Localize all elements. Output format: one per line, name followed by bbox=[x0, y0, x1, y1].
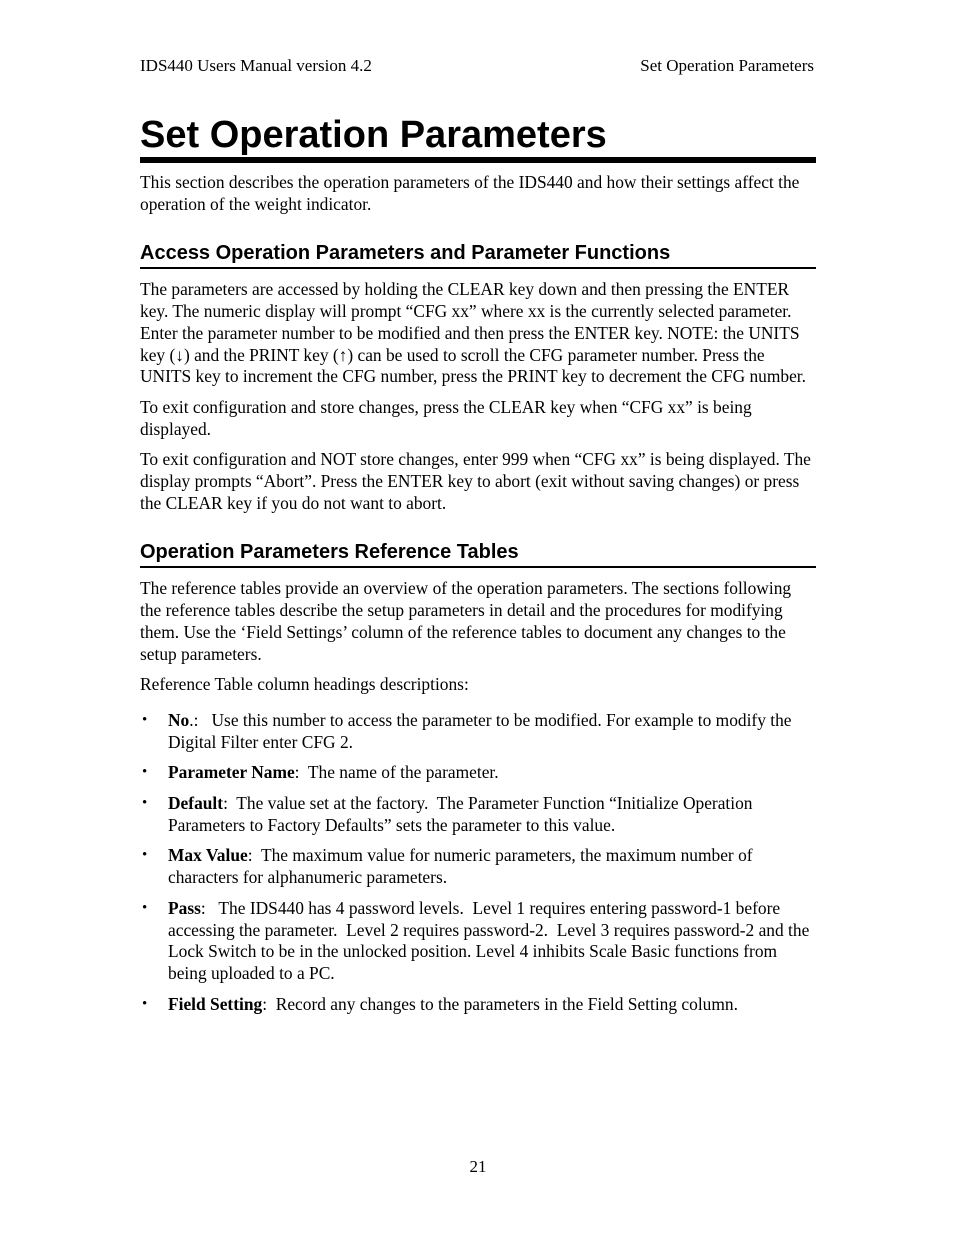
list-item-term: Max Value bbox=[168, 845, 248, 866]
header-section-title: Set Operation Parameters bbox=[640, 56, 814, 75]
bullet-icon: • bbox=[142, 899, 148, 916]
list-item-separator: : bbox=[200, 897, 206, 918]
section2-paragraph: Reference Table column headings descriptions: bbox=[140, 674, 469, 695]
list-item-text: Use this number to access the parameter to be modified. For example to modify the Digital Filter enter CFG 2. bbox=[168, 709, 796, 752]
list-item-separator: : bbox=[262, 993, 268, 1014]
list-item-separator: : bbox=[223, 793, 228, 814]
list-item-term: Default bbox=[168, 793, 224, 814]
page-title: Set Operation Parameters bbox=[140, 114, 607, 156]
list-item bbox=[140, 710, 816, 753]
section1-paragraph: The parameters are accessed by holding the CLEAR key down and then pressing the ENTER key. The numeric display will prompt “CFG xx” where xx is the currently selected parameter. Enter the parameter number to be modified and then press the ENTER key. NOTE: the UNITS key (↓) and the PRINT key (↑) can be used to scroll the CFG parameter number. Press the UNITS key to increment the CFG number, press the PRINT key to decrement the CFG number. bbox=[140, 279, 806, 387]
page-number: 21 bbox=[469, 1157, 487, 1176]
list-item-term: Parameter Name bbox=[168, 762, 295, 783]
section1-paragraph: To exit configuration and store changes, press the CLEAR key when “CFG xx” is being displayed. bbox=[140, 396, 752, 439]
section1-paragraph: To exit configuration and NOT store changes, enter 999 when “CFG xx” is being displayed. The display prompts “Abort”. Press the ENTER key to abort (exit without saving changes) or press the CLEAR key if you do not want to abort. bbox=[140, 449, 811, 513]
list-item-separator: .: bbox=[189, 709, 199, 730]
list-item bbox=[140, 762, 816, 784]
section2-paragraph: The reference tables provide an overview of the operation parameters. The sections following the reference tables describe the setup parameters in detail and the procedures for modifying them. Use the ‘Field Settings’ column of the reference tables to document any changes to the setup parameters. bbox=[140, 578, 792, 664]
list-item-text: Record any changes to the parameters in the Field Setting column. bbox=[267, 993, 738, 1014]
list-item bbox=[140, 793, 816, 836]
list-item-text: The maximum value for numeric parameters, the maximum number of characters for alphanumeric parameters. bbox=[168, 845, 757, 888]
section-heading-access: Access Operation Parameters and Parameter Functions bbox=[140, 241, 816, 269]
list-item-text: The name of the parameter. bbox=[299, 762, 499, 783]
bullet-icon: • bbox=[142, 711, 148, 728]
list-item-term: Field Setting bbox=[168, 993, 263, 1014]
header-manual-title: IDS440 Users Manual version 4.2 bbox=[140, 56, 372, 75]
intro-paragraph: This section describes the operation parameters of the IDS440 and how their settings affect the operation of the weight indicator. bbox=[140, 172, 800, 214]
list-item-separator: : bbox=[294, 762, 300, 783]
section-heading-reference-tables: Operation Parameters Reference Tables bbox=[140, 540, 816, 568]
list-item bbox=[140, 845, 816, 888]
list-item-text: The IDS440 has 4 password levels. Level 1 requires entering password-1 before accessing the parameter. Level 2 requires password-2. Level 3 requires password-2 and the Lock Switch to be in the unlocked position. Level 4 inhibits Scale Basic functions from being uploaded to a PC. bbox=[168, 897, 814, 983]
list-item-text: The value set at the factory. The Parameter Function “Initialize Operation Parameters to Factory Defaults” sets the parameter to this value. bbox=[168, 793, 757, 835]
title-rule bbox=[140, 157, 816, 163]
list-item-term: No bbox=[168, 709, 190, 730]
bullet-icon: • bbox=[142, 764, 148, 781]
page-content bbox=[140, 172, 816, 1024]
bullet-icon: • bbox=[142, 795, 148, 812]
column-headings-list bbox=[140, 710, 816, 1015]
list-item bbox=[140, 994, 816, 1016]
bullet-icon: • bbox=[142, 847, 148, 864]
list-item-separator: : bbox=[247, 845, 253, 866]
list-item-term: Pass bbox=[168, 897, 201, 918]
bullet-icon: • bbox=[142, 995, 148, 1012]
list-item bbox=[140, 898, 816, 985]
